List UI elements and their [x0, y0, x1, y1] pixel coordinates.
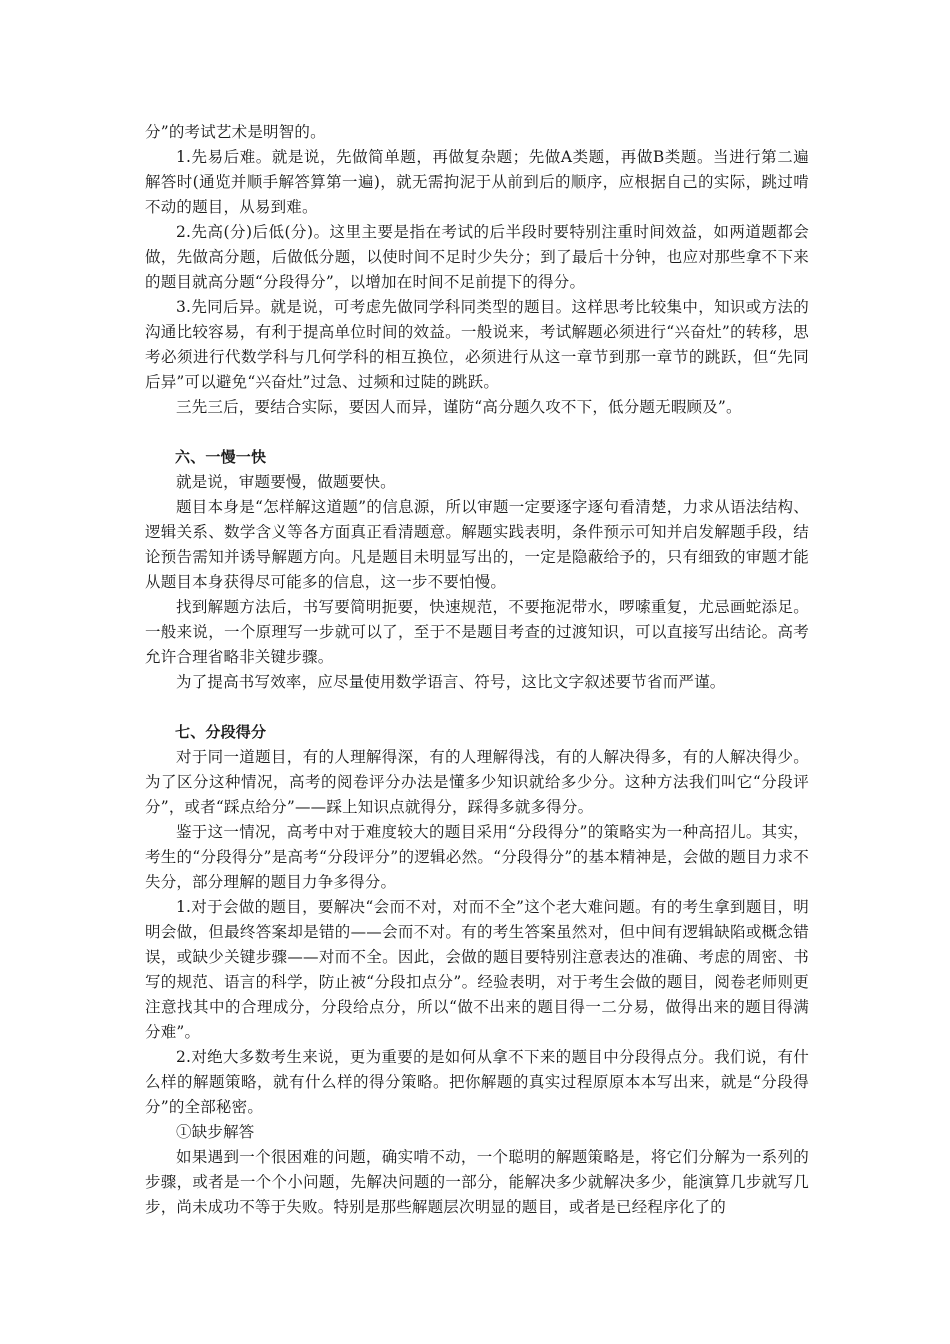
section-heading-slow-fast: 六、一慢一快	[175, 448, 267, 466]
paragraph-hard-questions: 2.对绝大多数考生来说，更为重要的是如何从拿不下来的题目中分段得点分。我们说，有什么样的解题策略，就有什么样的得分策略。把你解题的真实过程原原本本写出来，就是“分段得分”的全部秘密。	[145, 1048, 809, 1116]
paragraph-decompose-problem: 如果遇到一个很困难的问题，确实啃不动，一个聪明的解题策略是，将它们分解为一系列的步骤，或者是一个个小问题，先解决问题的一部分，能解决多少就解决多少，能演算几步就写几步，尚未成功不等于失败。特别是那些解题层次明显的题目，或者是已经程序化了的	[145, 1148, 809, 1216]
document-page	[145, 120, 809, 1220]
paragraph-write-concisely: 找到解题方法后，书写要简明扼要，快速规范，不要拖泥带水，啰嗦重复，尤忌画蛇添足。一般来说，一个原理写一步就可以了，至于不是题目考查的过渡知识，可以直接写出结论。高考允许合理省略非关键步骤。	[145, 598, 809, 666]
paragraph-read-question: 题目本身是“怎样解这道题”的信息源，所以审题一定要逐字逐句看清楚，力求从语法结构、逻辑关系、数学含义等各方面真正看清题意。解题实践表明，条件预示可知并启发解题手段，结论预告需知并诱导解题方向。凡是题目未明显写出的，一定是隐蔽给予的，只有细致的审题才能从题目本身获得尽可能多的信息，这一步不要怕慢。	[145, 498, 809, 591]
paragraph-same-before-different: 3.先同后异。就是说，可考虑先做同学科同类型的题目。这样思考比较集中，知识或方法的沟通比较容易，有利于提高单位时间的效益。一般说来，考试解题必须进行“兴奋灶”的转移，思考必须进行代数学科与几何学科的相互换位，必须进行从这一章节到那一章节的跳跃，但“先同后异”可以避免“兴奋灶”过急、过频和过陡的跳跃。	[145, 298, 809, 391]
paragraph-continuation: 分”的考试艺术是明智的。	[145, 123, 326, 141]
section-heading-partial-score: 七、分段得分	[175, 723, 267, 741]
paragraph-slow-review-fast-solve: 就是说，审题要慢，做题要快。	[176, 473, 396, 491]
paragraph-partial-score-strategy: 鉴于这一情况，高考中对于难度较大的题目采用“分段得分”的策略实为一种高招儿。其实，考生的“分段得分”是高考“分段评分”的逻辑必然。“分段得分”的基本精神是，会做的题目力求不失分，部分理解的题目力争多得分。	[145, 823, 809, 891]
paragraph-high-before-low: 2.先高(分)后低(分)。这里主要是指在考试的后半段时要特别注重时间效益，如两道题都会做，先做高分题，后做低分题，以使时间不足时少失分；到了最后十分钟，也应对那些拿不下来的题目就高分题“分段得分”，以增加在时间不足前提下的得分。	[145, 223, 809, 291]
paragraph-easy-before-hard: 1.先易后难。就是说，先做简单题，再做复杂题；先做A类题，再做B类题。当进行第二遍解答时(通览并顺手解答算第一遍)，就无需拘泥于从前到后的顺序，应根据自己的实际，跳过啃不动的题目，从易到难。	[145, 148, 809, 216]
paragraph-three-first-summary: 三先三后，要结合实际，要因人而异，谨防“高分题久攻不下，低分题无暇顾及”。	[176, 398, 742, 416]
paragraph-math-language: 为了提高书写效率，应尽量使用数学语言、符号，这比文字叙述要节省而严谨。	[176, 673, 726, 691]
subheading-missing-steps: ①缺步解答	[176, 1123, 255, 1141]
paragraph-scoring-by-steps: 对于同一道题目，有的人理解得深，有的人理解得浅，有的人解决得多，有的人解决得少。为了区分这种情况，高考的阅卷评分办法是懂多少知识就给多少分。这种方法我们叫它“分段评分”，或者“踩点给分”——踩上知识点就得分，踩得多就多得分。	[145, 748, 809, 816]
paragraph-solvable-questions: 1.对于会做的题目，要解决“会而不对，对而不全”这个老大难问题。有的考生拿到题目，明明会做，但最终答案却是错的——会而不对。有的考生答案虽然对，但中间有逻辑缺陷或概念错误，或缺少关键步骤——对而不全。因此，会做的题目要特别注意表达的准确、考虑的周密、书写的规范、语言的科学，防止被“分段扣点分”。经验表明，对于考生会做的题目，阅卷老师则更注意找其中的合理成分，分段给点分，所以“做不出来的题目得一二分易，做得出来的题目得满分难”。	[145, 898, 809, 1041]
